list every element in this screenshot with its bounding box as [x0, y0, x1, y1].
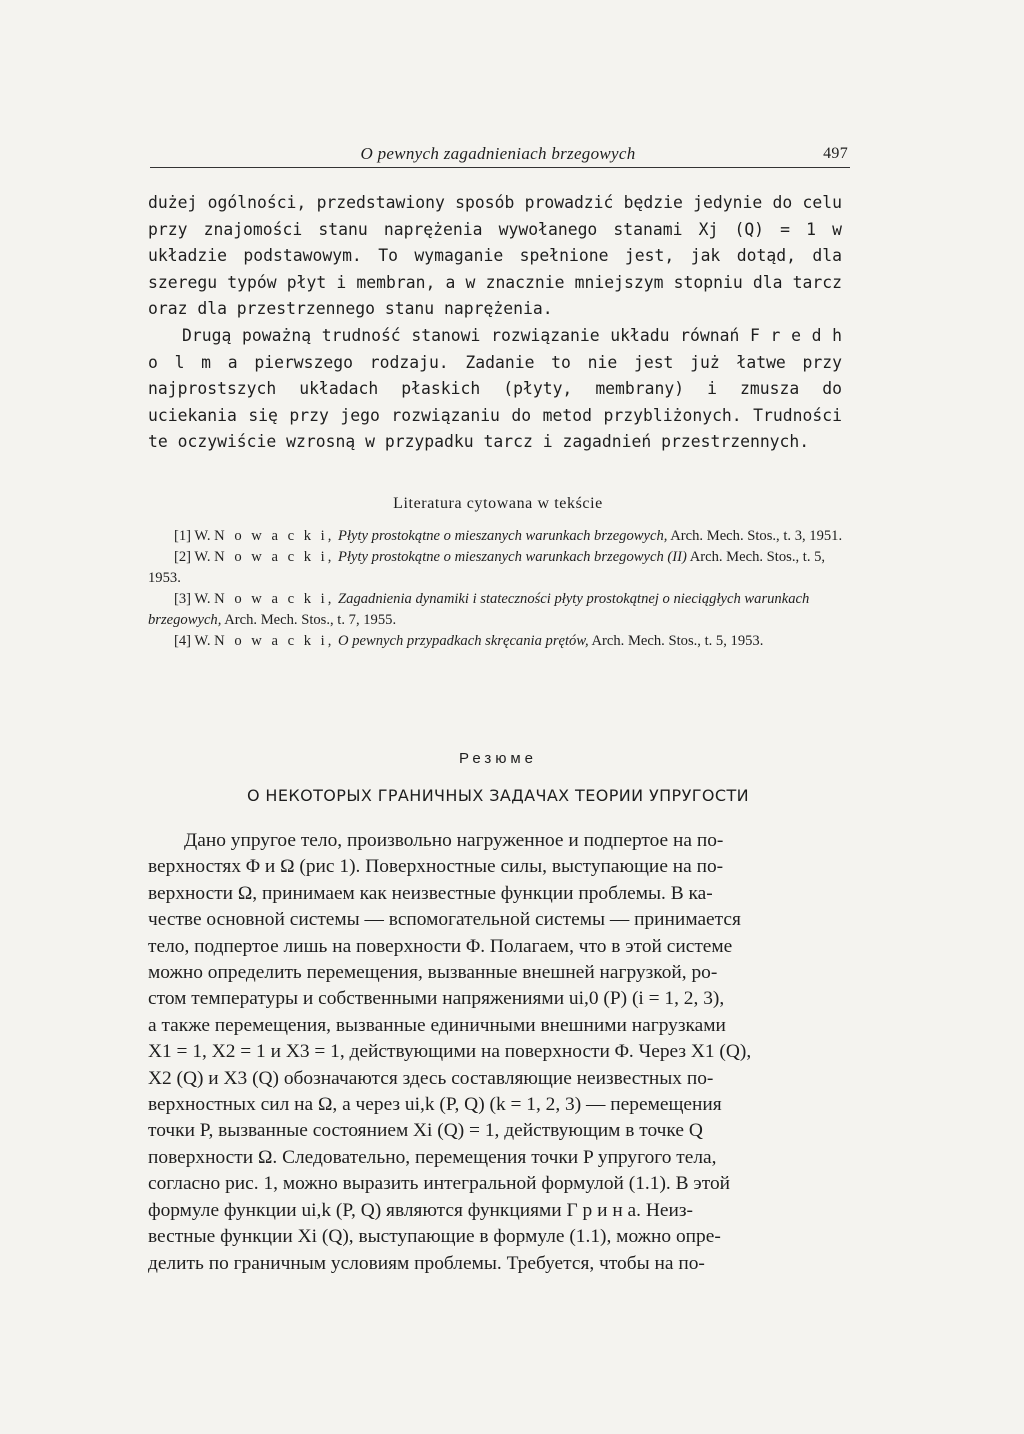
- resume-line: честве основной системы — вспомогательной системы — принимается: [148, 909, 741, 931]
- reference-source: Arch. Mech. Stos., t. 7, 1955.: [224, 611, 397, 628]
- resume-title: О НЕКОТОРЫХ ГРАНИЧНЫХ ЗАДАЧАХ ТЕОРИИ УПРУГОСТИ: [246, 786, 750, 805]
- polish-body-text: [148, 190, 842, 456]
- resume-line: вестные функции Xi (Q), выступающие в формуле (1.1), можно опре-: [148, 1226, 721, 1248]
- running-title: O pewnych zagadnieniach brzegowych: [360, 144, 636, 163]
- reference-author: N o w a c k i,: [214, 590, 335, 607]
- reference-author: N o w a c k i,: [214, 632, 335, 649]
- resume-line: X2 (Q) и X3 (Q) обозначаются здесь составляющие неизвестных по-: [148, 1067, 714, 1089]
- resume-line: верхностных сил на Ω, а через ui,k (P, Q) (k = 1, 2, 3) — перемещения: [148, 1094, 722, 1116]
- reference-list: [148, 526, 848, 652]
- paragraph-2: Drugą poważną trudność stanowi rozwiązanie układu równań F r e d h o l m a pierwszego rodzaju. Zadanie to nie jest już łatwe przy najprostszych układach płaskich (płyty, membrany) i zmusza do uciekania się przy jego rozwiązaniu do metod przybliżonych. Trudności te oczywiście wzrosną w przypadku tarcz i zagadnień przestrzennych.: [148, 325, 842, 452]
- reference-title: Zagadnienia dynamiki i stateczności płyty prostokątnej o nieciągłych warunkach brzegowych,: [148, 590, 810, 628]
- resume-line: а также перемещения, вызванные единичными внешними нагрузками: [148, 1014, 726, 1036]
- reference-title: Płyty prostokątne o mieszanych warunkach brzegowych (II): [338, 549, 687, 566]
- reference-title: Płyty prostokątne o mieszanych warunkach brzegowych,: [338, 528, 668, 544]
- resume-body: [148, 828, 848, 1277]
- reference-item: [148, 589, 848, 630]
- resume-line: делить по граничным условиям проблемы. Требуется, чтобы на по-: [148, 1252, 705, 1274]
- reference-source: Arch. Mech. Stos., t. 3, 1951.: [670, 528, 843, 544]
- resume-line: точки P, вызванные состоянием Xi (Q) = 1, действующим в точке Q: [148, 1120, 703, 1142]
- resume-line: Дано упругое тело, произвольно нагруженное и подпертое на по-: [184, 830, 724, 851]
- resume-line: верхности Ω, принимаем как неизвестные функции проблемы. В ка-: [148, 882, 713, 904]
- reference-source: Arch. Mech. Stos., t. 5, 1953.: [148, 549, 826, 586]
- resume-line: формуле функции ui,k (P, Q) являются функциями Г р и н а. Неиз-: [148, 1199, 693, 1221]
- header-rule: [150, 167, 850, 168]
- reference-number: [2] W.: [174, 549, 211, 566]
- reference-number: [1] W.: [174, 528, 211, 544]
- resume-label: Резюме: [459, 750, 537, 767]
- running-head: [148, 142, 848, 166]
- reference-number: [3] W.: [174, 590, 211, 607]
- reference-item: [148, 526, 848, 547]
- reference-title: O pewnych przypadkach skręcania prętów,: [338, 632, 589, 649]
- reference-source: Arch. Mech. Stos., t. 5, 1953.: [591, 632, 764, 649]
- resume-line: верхностях Φ и Ω (рис 1). Поверхностные силы, выступающие на по-: [148, 856, 724, 878]
- resume-line: поверхности Ω. Следовательно, перемещения точки P упругого тела,: [148, 1146, 717, 1168]
- resume-line: X1 = 1, X2 = 1 и X3 = 1, действующими на поверхности Φ. Через X1 (Q),: [148, 1041, 752, 1063]
- reference-item: [148, 631, 848, 652]
- reference-item: [148, 547, 848, 588]
- resume-line: можно определить перемещения, вызванные внешней нагрузкой, ро-: [148, 962, 718, 984]
- paragraph-1: dużej ogólności, przedstawiony sposób prowadzić będzie jedynie do celu przy znajomości stanu naprężenia wywołanego stanami Xj (Q) = 1 w układzie podstawowym. To wymaganie spełnione jest, jak dotąd, dla szeregu typów płyt i membran, a w znacznie mniejszym stopniu dla tarcz oraz dla przestrzennego stanu naprężenia.: [148, 193, 842, 319]
- page-number: 497: [823, 145, 848, 162]
- resume-line: согласно рис. 1, можно выразить интегральной формулой (1.1). В этой: [148, 1173, 731, 1195]
- reference-author: N o w a c k i,: [214, 549, 335, 566]
- reference-number: [4] W.: [174, 632, 211, 649]
- resume-line: тело, подпертое лишь на поверхности Φ. Полагаем, что в этой системе: [148, 935, 733, 957]
- reference-author: N o w a c k i,: [214, 528, 335, 544]
- resume-line: стом температуры и собственными напряжениями ui,0 (P) (i = 1, 2, 3),: [148, 988, 725, 1010]
- literature-heading: Literatura cytowana w tekście: [393, 495, 603, 512]
